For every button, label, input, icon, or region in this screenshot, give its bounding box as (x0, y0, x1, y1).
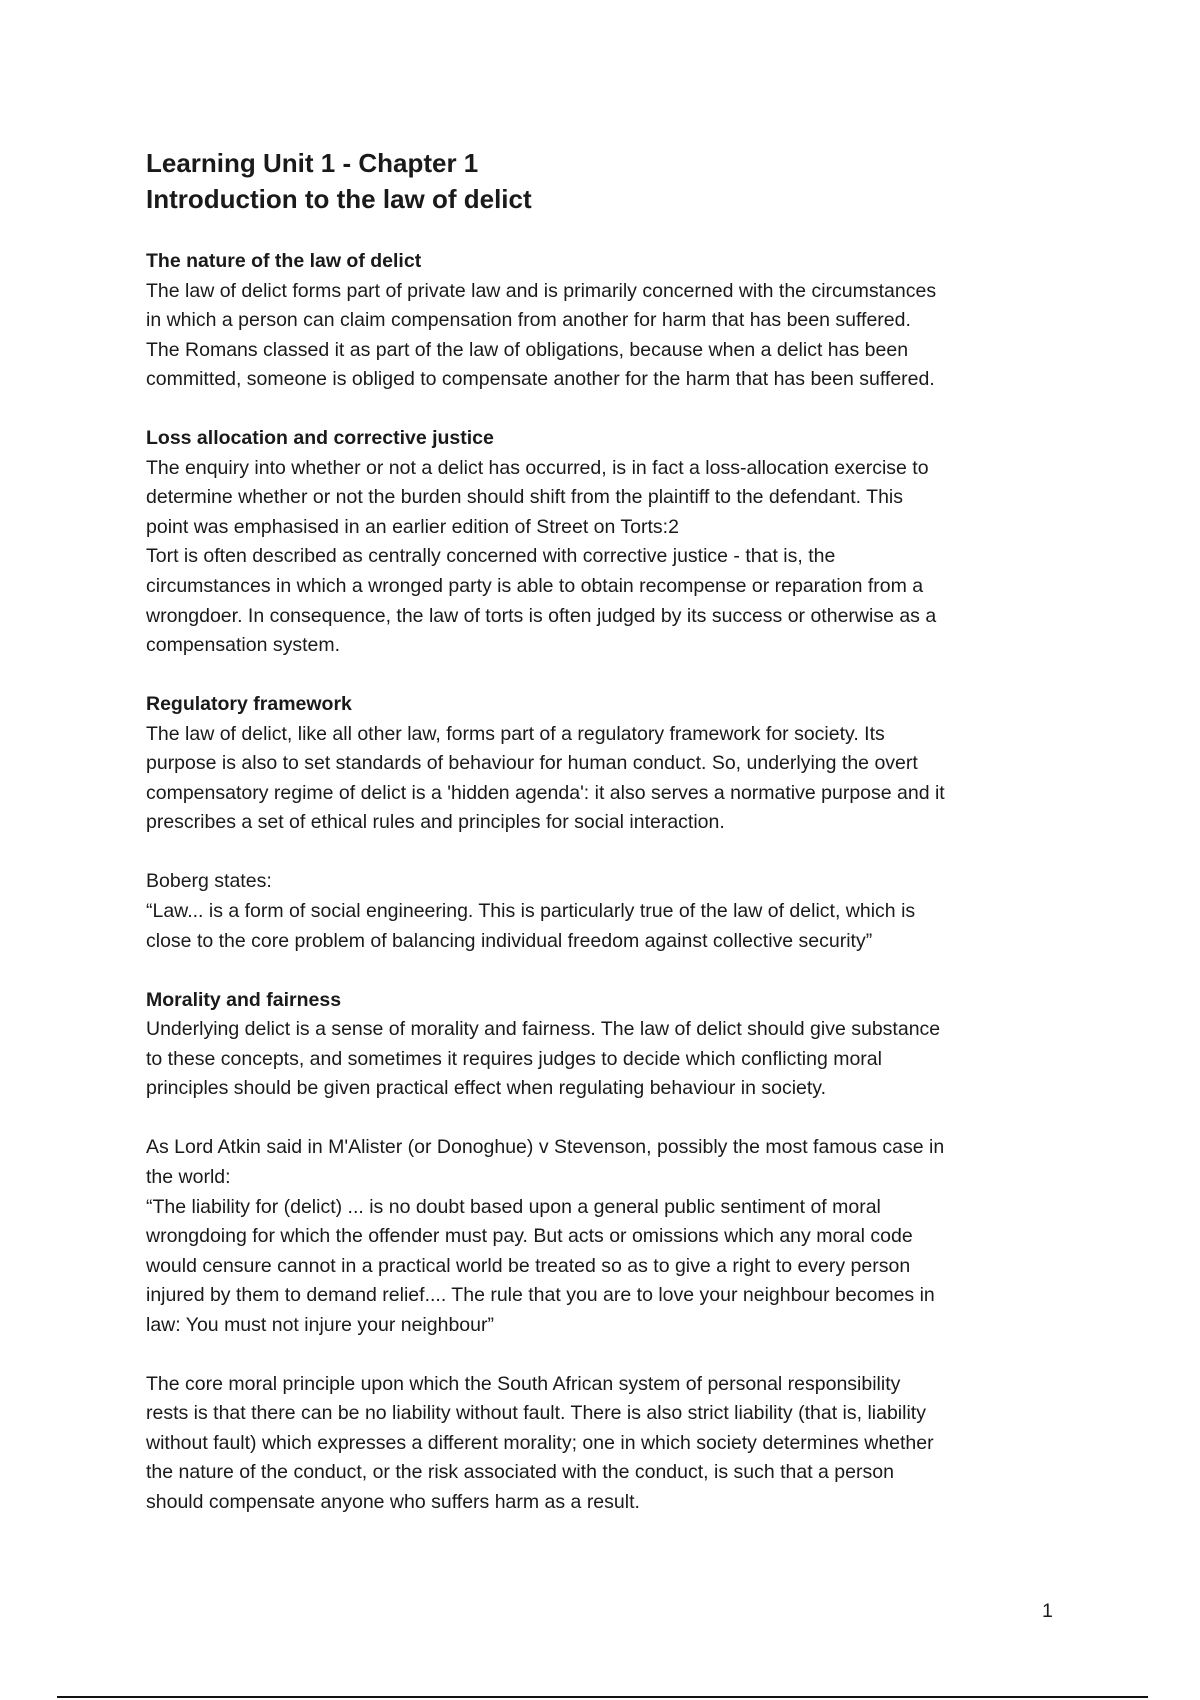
paragraph-line: committed, someone is obliged to compensate another for the harm that has been suffered. (146, 368, 935, 391)
paragraph-line: wrongdoing for which the offender must pay. But acts or omissions which any moral code (146, 1225, 913, 1248)
paragraph-line: the nature of the conduct, or the risk associated with the conduct, is such that a person (146, 1461, 894, 1484)
paragraph-line: law: You must not injure your neighbour” (146, 1313, 494, 1336)
paragraph-line: the world: (146, 1165, 231, 1188)
page-divider (57, 1696, 1148, 1698)
paragraph-line: The enquiry into whether or not a delict has occurred, is in fact a loss-allocation exercise to (146, 456, 929, 479)
document-body (146, 247, 945, 1518)
paragraph-line: purpose is also to set standards of behaviour for human conduct. So, underlying the overt (146, 752, 918, 775)
section-heading: Morality and fairness (146, 988, 342, 1011)
paragraph-line: The law of delict forms part of private law and is primarily concerned with the circumstances (146, 279, 937, 302)
paragraph-line: in which a person can claim compensation from another for harm that has been suffered. (146, 309, 911, 332)
paragraph-line: injured by them to demand relief.... The rule that you are to love your neighbour becomes in (146, 1284, 935, 1307)
chapter-title: Learning Unit 1 - Chapter 1 (146, 148, 479, 178)
paragraph-line: wrongdoer. In consequence, the law of torts is often judged by its success or otherwise as a (146, 604, 937, 627)
section-heading: Regulatory framework (146, 693, 352, 716)
paragraph-line: should compensate anyone who suffers harm as a result. (146, 1490, 640, 1513)
paragraph-line: close to the core problem of balancing individual freedom against collective security” (146, 929, 873, 952)
paragraph-line: Tort is often described as centrally concerned with corrective justice - that is, the (146, 545, 836, 568)
page-number: 1 (1042, 1600, 1053, 1622)
paragraph-line: As Lord Atkin said in M'Alister (or Donoghue) v Stevenson, possibly the most famous case in (146, 1136, 945, 1159)
paragraph-line: prescribes a set of ethical rules and principles for social interaction. (146, 811, 725, 834)
paragraph-line: The core moral principle upon which the South African system of personal responsibility (146, 1372, 901, 1395)
paragraph-line: Underlying delict is a sense of morality and fairness. The law of delict should give substance (146, 1018, 941, 1041)
paragraph-line: The law of delict, like all other law, forms part of a regulatory framework for society. Its (146, 722, 885, 745)
paragraph-line: Boberg states: (146, 870, 272, 893)
chapter-subtitle: Introduction to the law of delict (146, 184, 532, 214)
section-heading: The nature of the law of delict (146, 250, 422, 272)
paragraph-line: The Romans classed it as part of the law of obligations, because when a delict has been (146, 338, 909, 361)
paragraph-line: compensatory regime of delict is a 'hidden agenda': it also serves a normative purpose and it (146, 781, 945, 804)
paragraph-line: point was emphasised in an earlier edition of Street on Torts:2 (146, 515, 679, 538)
section-heading: Loss allocation and corrective justice (146, 427, 494, 450)
paragraph-line: “Law... is a form of social engineering. This is particularly true of the law of delict, which is (146, 900, 916, 923)
paragraph-line: “The liability for (delict) ... is no doubt based upon a general public sentiment of moral (146, 1195, 881, 1218)
paragraph-line: to these concepts, and sometimes it requires judges to decide which conflicting moral (146, 1047, 882, 1070)
paragraph-line: would censure cannot in a practical world be treated so as to give a right to every person (146, 1254, 911, 1277)
paragraph-line: principles should be given practical effect when regulating behaviour in society. (146, 1077, 827, 1100)
paragraph-line: without fault) which expresses a different morality; one in which society determines whether (146, 1431, 934, 1454)
paragraph-line: rests is that there can be no liability without fault. There is also strict liability (that is, liability (146, 1402, 926, 1425)
paragraph-line: determine whether or not the burden should shift from the plaintiff to the defendant. This (146, 486, 903, 509)
paragraph-line: circumstances in which a wronged party is able to obtain recompense or reparation from a (146, 575, 924, 598)
paragraph-line: compensation system. (146, 634, 341, 657)
